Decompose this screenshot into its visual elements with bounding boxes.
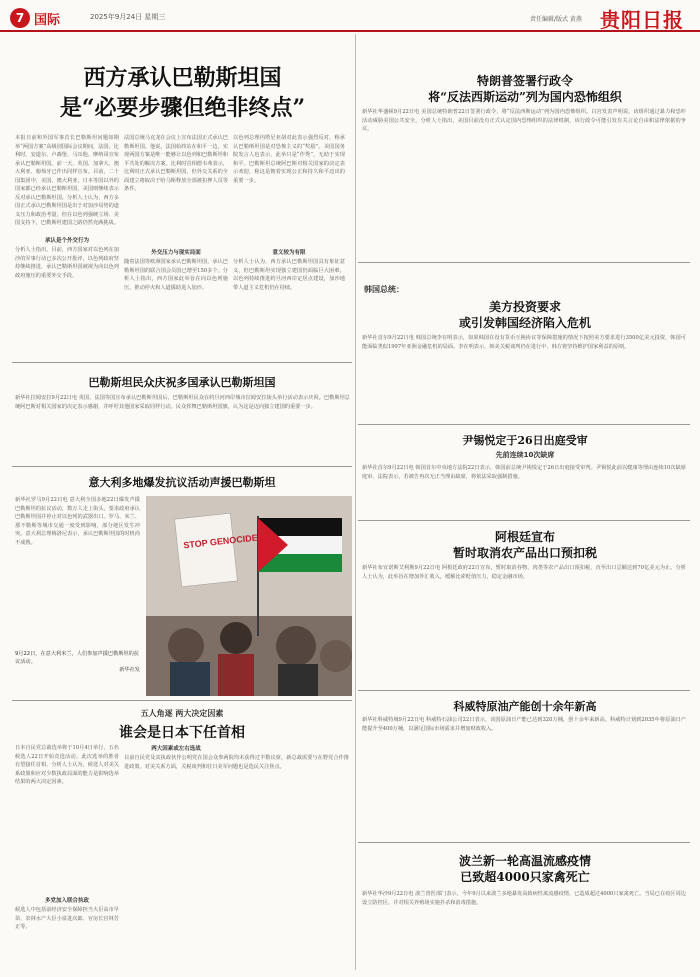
divider — [358, 520, 690, 521]
editor-credit: 责任编辑/版式 黄燕 — [530, 16, 582, 23]
palestine-headline: 巴勒斯坦民众庆祝多国承认巴勒斯坦国 — [88, 376, 276, 389]
main-subhead-2: 外交压力与现实局面 — [151, 250, 201, 256]
yoon-subtitle: 先前连续10次缺席 — [495, 451, 555, 459]
main-col1-text2: 分析人士指出，目前，西方国家对以色列在加沙的军事行动已多次公开批评，以色列政府坚持继续推进，承认巴勒斯坦国被视为向以色列政府施压的重要外交手段。 — [15, 247, 119, 279]
trump-text: 新华社华盛顿9月22日电 美国总统特朗普22日签署行政令，将“反法西斯运动”列为国内恐怖组织。白宫发表声明说，该组织通过暴力和恐吓活动威胁美国公共安全。分析人士指出，美国目前没有正式认定国内恐怖组织的法律机制，该行政令可能引发有关言论自由和法律依据的争议。 — [362, 109, 686, 132]
divider — [12, 700, 352, 701]
trump-headline-1: 特朗普签署行政令 — [476, 74, 573, 88]
divider — [358, 424, 690, 425]
italy-text: 新华社罗马9月22日电 意大利全国多地22日爆发声援巴勒斯坦的抗议活动，数万人走上街头，要求政府承认巴勒斯坦国并停止对以色列的武器出口。罗马、米兰、那不勒斯等城市交通一度受到影响，部分地区发生冲突。意大利总理梅洛尼表示，承认巴勒斯坦国的时机尚不成熟。 — [15, 497, 140, 546]
main-col3-text: 以色列总理内塔尼亚胡对此表示强烈反对，称承认巴勒斯坦国是对恐怖主义的“奖励”。美国国务院发言人也表示，此举只是“作秀”，无助于实现和平。巴勒斯坦总统阿巴斯对相关国家的决定表示欢迎，称这是朝着实现公正和持久和平迈出的重要一步。 — [233, 135, 345, 184]
yoon-text: 新华社首尔9月22日电 韩国首尔中央地方法院22日表示，韩国前总统尹锡悦定于26日出庭接受审判。尹锡悦此前以健康等理由连续10次缺席庭审。法院表示，若被告再次无正当理由缺席，将依法采取强制措施。 — [362, 465, 686, 480]
argentina-headline-2: 暂时取消农产品出口预扣税 — [452, 546, 597, 560]
divider — [358, 262, 690, 263]
argentina-text: 新华社布宜诺斯艾利斯9月22日电 阿根廷政府22日宣布，暂时取消谷物、肉类等农产品出口预扣税，直至出口总额达到70亿美元为止。分析人士认为，此举旨在增加外汇收入，缓解比索贬值压力，稳定金融市场。 — [362, 565, 686, 580]
section-name: 国际 — [34, 13, 61, 28]
divider — [358, 690, 690, 691]
japan-subhead-2: 两大因素或左右选战 — [151, 746, 201, 752]
main-col2-text: 法国总统马克龙在会议上宣布法国正式承认巴勒斯坦国。他说，法国始终站在和平一边，实现两国方案是唯一能够让以色列和巴勒斯坦和平共处的解决方案。比利时首相德韦弗表示，比利时正式承认巴勒斯坦国，但外交关系的全面建立将取决于哈马斯释放全部被扣押人员等条件。 — [124, 135, 228, 192]
argentina-headline-1: 阿根廷宣布 — [494, 530, 555, 544]
divider — [12, 362, 352, 363]
japan-kicker: 五人角逐 两大决定因素 — [140, 709, 224, 718]
korea-kicker: 韩国总统： — [364, 285, 404, 294]
poland-text: 新华社华沙9月22日电 波兰兽医部门表示，今年9月以来波兰多地暴发高致病性禽流感疫情，已造成超过4000只家禽死亡。当局已在疫区周边设立防控区，并对相关养殖场实施扑杀和消毒措施。 — [362, 891, 686, 906]
korea-headline-1: 美方投资要求 — [488, 300, 561, 314]
protest-photo-drawing — [146, 496, 352, 696]
italy-headline: 意大利多地爆发抗议活动声援巴勒斯坦 — [88, 476, 276, 489]
japan-text: 日本自民党总裁选举将于10月4日举行，五名候选人22日开始竞选活动。此次选举的胜者有望接任首相。分析人士认为，候选人对美关系政策和应对少数执政局面的能力是影响选举结果的两大决定因素。 — [15, 745, 119, 785]
poland-headline-1: 波兰新一轮高温流感疫情 — [458, 854, 591, 868]
trump-headline-2: 将“反法西斯运动”列为国内恐怖组织 — [428, 90, 622, 104]
main-headline-1: 西方承认巴勒斯坦国 — [83, 65, 282, 91]
japan-text3: 目前自民党及其执政伙伴公明党在国会众参两院均未获得过半数议席，新总裁需要与在野党合作推进政策。对美关系方面，关税谈判和驻日美军问题也是选民关注焦点。 — [124, 755, 349, 770]
kuwait-text: 新华社科威特城9月22日电 科威特石油公司22日表示，该国原油日产能已达到320万桶，创十余年来新高。科威特计划到2035年将原油日产能提升至400万桶，以满足国际市场需求并增加财政收入。 — [362, 717, 686, 732]
japan-headline: 谁会是日本下任首相 — [119, 725, 245, 741]
issue-date: 2025年9月24日 星期三 — [90, 13, 166, 21]
main-col1-text: 本报日前和外国军事首长巴勒斯坦问题如期举“两国方案”高级别国际会议期间，法国、比利时、安道尔、卢森堡、马耳他、摩纳哥宣布承认巴勒斯坦国。前一天，英国、加拿大、澳大利亚、葡萄牙已作出同样宣布。目前，二十国集团中，美国、澳大利亚、日本等国以外的国家都已经承认巴勒斯坦国，美国则继续表示反对承认巴勒斯坦国。分析人士认为，西方多国正式承认巴勒斯坦国是出于对加沙局势的道义压力和政治考量，但在以色列强硬立场、美国支持下，巴勒斯坦建国之路仍然充满挑战。 — [15, 135, 119, 226]
kuwait-headline: 科威特原油产能创十余年新高 — [453, 700, 597, 713]
main-subhead-1: 承认是个外交行为 — [44, 238, 89, 244]
column-divider — [355, 34, 356, 970]
korea-headline-2: 或引发韩国经济陷入危机 — [458, 316, 591, 330]
palestine-text: 新华社拉姆安拉9月22日电 英国、法国等国宣布承认巴勒斯坦国后，巴勒斯坦民众在约旦河西岸城市拉姆安拉街头举行活动表示庆祝。巴勒斯坦总统阿巴斯对相关国家的决定表示感谢，并呼吁其他国家采取同样行动。民众挥舞巴勒斯坦国旗，认为这是迈向独立建国的重要一步。 — [15, 395, 350, 410]
protest-photo — [146, 496, 352, 696]
masthead-logo: 贵阳日报 — [600, 8, 684, 32]
yoon-headline: 尹锡悦定于26日出庭受审 — [462, 434, 588, 447]
poland-headline-2: 已致超4000只家禽死亡 — [460, 870, 590, 884]
main-subhead-3: 意义较为有限 — [272, 250, 306, 256]
korea-text: 新华社首尔9月22日电 韩国总统李在明表示，如果韩国在没有货币互换协议等保障措施的情况下按照美方要求进行3500亿美元投资，韩国可能面临类似1997年亚洲金融危机的局面。李在明表示，韩美关税谈判仍在进行中，韩方将坚持维护国家利益的原则。 — [362, 335, 686, 350]
protest-sign-text: STOP GENOCIDE — [182, 532, 259, 551]
divider — [358, 842, 690, 843]
main-col2-text2: 随着法国等欧洲国家承认巴勒斯坦国，承认巴勒斯坦国的联合国会员国已增至150多个。分析人士指出，西方国家此举旨在向以色列施压，推动停火和人道援助进入加沙。 — [124, 259, 228, 291]
main-col3-text2: 分析人士认为，西方承认巴勒斯坦国具有象征意义，但巴勒斯坦实现独立建国仍面临巨大困难。以色列持续推进约旦河西岸定居点建设，加沙地带人道主义危机仍在持续。 — [233, 259, 345, 291]
page-number-badge: 7 — [10, 8, 30, 28]
italy-photo-caption: 9月22日，在意大利米兰，人们参加声援巴勒斯坦的抗议活动。 — [15, 651, 140, 665]
main-headline-2: 是“必要步骤但绝非终点” — [59, 95, 306, 121]
divider — [12, 466, 352, 467]
japan-text2: 候选人中包括前经济安全保障担当大臣高市早苗、农林水产大臣小泉进次郎、官房长官林芳正等。 — [15, 907, 119, 930]
japan-subhead-1: 多党加入联合执政 — [44, 898, 89, 904]
italy-photo-credit: 新华社发 — [119, 667, 140, 673]
